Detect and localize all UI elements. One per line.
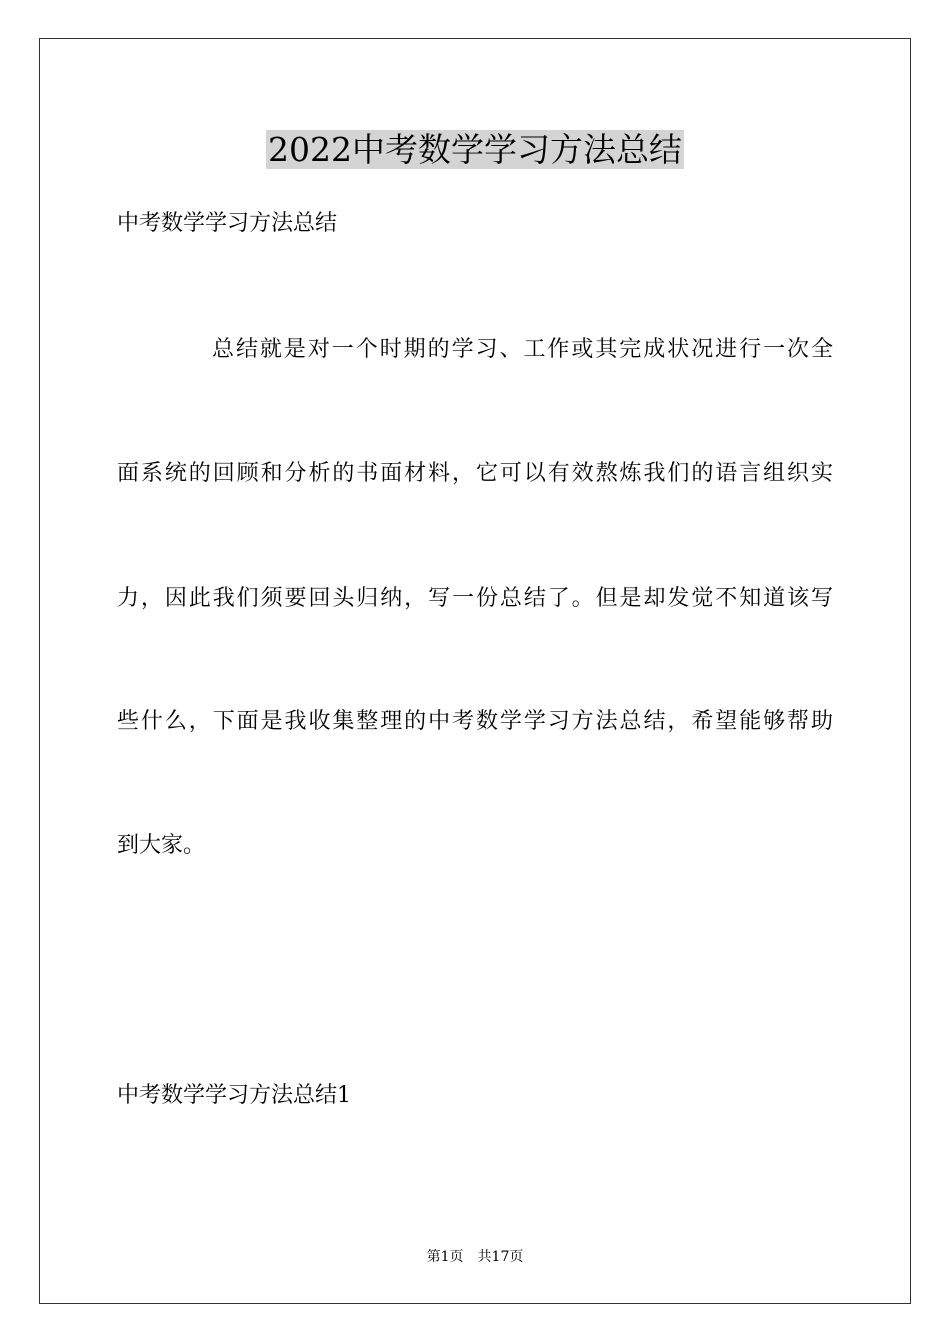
intro-line-3: 力，因此我们须要回头归纳，写一份总结了。但是却发觉不知道该写 <box>117 586 833 611</box>
subtitle: 中考数学学习方法总结 <box>117 211 338 236</box>
intro-line-2: 面系统的回顾和分析的书面材料，它可以有效熬炼我们的语言组织实 <box>117 461 833 486</box>
page-number: 第1页 <box>426 1249 464 1265</box>
intro-line-5: 到大家。 <box>117 833 206 858</box>
intro-line-1: 总结就是对一个时期的学习、工作或其完成状况进行一次全 <box>212 337 833 362</box>
intro-line-4: 些什么，下面是我收集整理的中考数学学习方法总结，希望能够帮助 <box>117 709 833 734</box>
document-title-text: 2022中考数学学习方法总结 <box>268 130 682 169</box>
page-footer <box>0 1247 950 1267</box>
page-total: 共17页 <box>477 1249 524 1265</box>
section-heading: 中考数学学习方法总结1 <box>117 1083 351 1108</box>
document-title <box>0 128 950 172</box>
